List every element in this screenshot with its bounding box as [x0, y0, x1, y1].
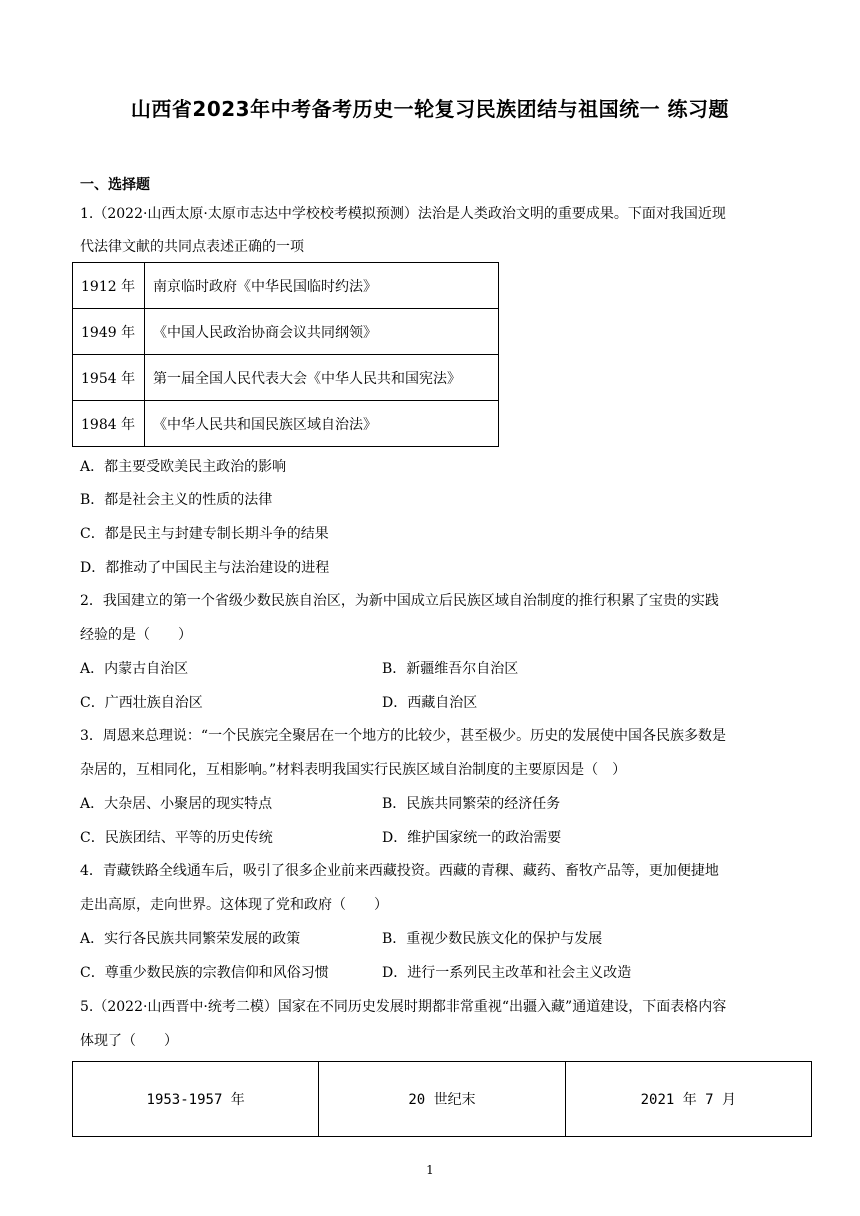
q3-option-d: D．维护国家统一的政治需要	[382, 830, 562, 846]
q4-stem-line2: 走出高原，走向世界。这体现了党和政府（ ）	[80, 897, 388, 913]
table-header-cell: 2021 年 7 月	[565, 1062, 811, 1137]
table-cell-year: 1954 年	[73, 355, 145, 401]
table-cell-document: 南京临时政府《中华民国临时约法》	[145, 263, 499, 309]
q3-option-a: A．大杂居、小聚居的现实特点	[80, 796, 273, 812]
q5-stem-line2: 体现了（ ）	[80, 1033, 178, 1049]
table-row	[73, 309, 499, 355]
q1-law-table	[72, 262, 499, 447]
page-title: 山西省2023年中考备考历史一轮复习民族团结与祖国统一 练习题	[130, 97, 730, 121]
table-row	[73, 263, 499, 309]
table-header-cell: 1953-1957 年	[73, 1062, 319, 1137]
table-row	[73, 355, 499, 401]
q2-option-c: C．广西壮族自治区	[80, 695, 203, 711]
q3-option-b: B．民族共同繁荣的经济任务	[382, 796, 561, 812]
table-row	[73, 1062, 812, 1137]
q5-period-table	[72, 1061, 812, 1137]
q3-stem-line2: 杂居的，互相同化，互相影响。”材料表明我国实行民族区域自治制度的主要原因是（ ）	[80, 762, 627, 778]
q2-stem-line1: 2．我国建立的第一个省级少数民族自治区，为新中国成立后民族区域自治制度的推行积累了宝贵的实践	[80, 593, 719, 609]
table-cell-document: 《中华人民共和国民族区域自治法》	[145, 401, 499, 447]
table-cell-year: 1949 年	[73, 309, 145, 355]
q4-stem-line1: 4．青藏铁路全线通车后，吸引了很多企业前来西藏投资。西藏的青稞、藏药、畜牧产品等，更加便捷地	[80, 863, 719, 879]
q2-option-d: D．西藏自治区	[382, 695, 478, 711]
table-cell-document: 第一届全国人民代表大会《中华人民共和国宪法》	[145, 355, 499, 401]
table-cell-year: 1984 年	[73, 401, 145, 447]
q5-stem-line1: 5.（2022·山西晋中·统考二模）国家在不同历史发展时期都非常重视“出疆入藏”通道建设，下面表格内容	[80, 999, 727, 1015]
q2-option-b: B．新疆维吾尔自治区	[382, 661, 519, 677]
table-row	[73, 401, 499, 447]
q3-option-c: C．民族团结、平等的历史传统	[80, 830, 273, 846]
q1-stem-line1: 1.（2022·山西太原·太原市志达中学校校考模拟预测）法治是人类政治文明的重要成果。下面对我国近现	[80, 206, 726, 222]
q4-option-c: C．尊重少数民族的宗教信仰和风俗习惯	[80, 965, 329, 981]
q3-stem-line1: 3．周恩来总理说：“一个民族完全聚居在一个地方的比较少，甚至极少。历史的发展使中国各民族多数是	[80, 728, 727, 744]
q4-option-a: A．实行各民族共同繁荣发展的政策	[80, 931, 301, 947]
table-cell-document: 《中国人民政治协商会议共同纲领》	[145, 309, 499, 355]
section-heading: 一、选择题	[80, 177, 150, 193]
table-header-cell: 20 世纪末	[319, 1062, 565, 1137]
q1-option-d: D．都推动了中国民主与法治建设的进程	[80, 560, 330, 576]
q1-option-a: A．都主要受欧美民主政治的影响	[80, 459, 287, 475]
q1-option-b: B．都是社会主义的性质的法律	[80, 492, 273, 508]
q1-stem-line2: 代法律文献的共同点表述正确的一项	[80, 239, 304, 255]
table-cell-year: 1912 年	[73, 263, 145, 309]
page-number: 1	[426, 1163, 434, 1177]
q4-option-d: D．进行一系列民主改革和社会主义改造	[382, 965, 632, 981]
q4-option-b: B．重视少数民族文化的保护与发展	[382, 931, 603, 947]
q2-option-a: A．内蒙古自治区	[80, 661, 189, 677]
q2-stem-line2: 经验的是（ ）	[80, 627, 192, 643]
q1-option-c: C．都是民主与封建专制长期斗争的结果	[80, 526, 329, 542]
